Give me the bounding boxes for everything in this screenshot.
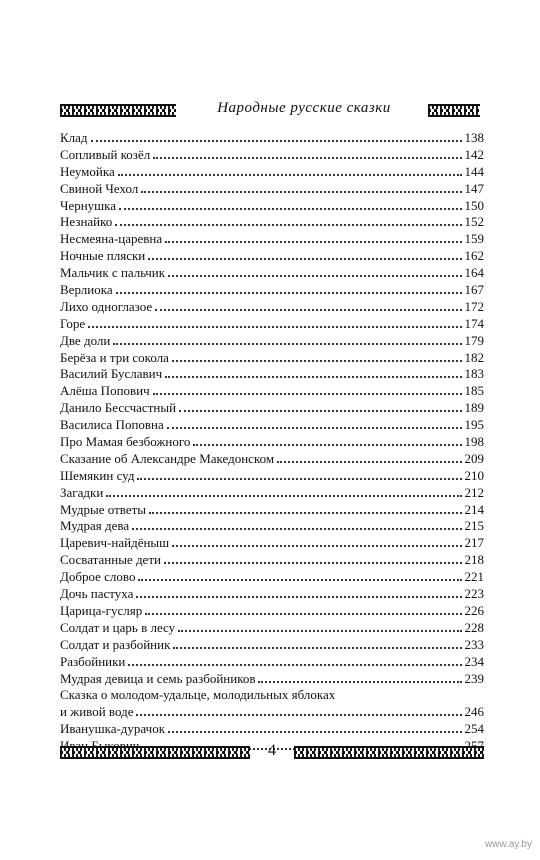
toc-entry (60, 569, 484, 586)
page-number: 4 (268, 742, 276, 759)
toc-entry-title: Загадки (60, 484, 104, 500)
toc-entry-page: 218 (464, 552, 484, 568)
toc-entry-title: Чернушка (60, 197, 117, 213)
toc-entry-title: Мальчик с пальчик (60, 265, 166, 281)
running-header (60, 100, 480, 120)
toc-leader-dots (277, 452, 461, 463)
toc-entry (60, 417, 484, 434)
toc-entry-page: 150 (464, 197, 484, 213)
watermark: www.ay.by (484, 839, 532, 850)
toc-entry (60, 535, 484, 552)
toc-entry-title: Солдат и царь в лесу (60, 619, 176, 635)
toc-leader-dots (165, 232, 461, 243)
toc-entry-page: 179 (464, 332, 484, 348)
toc-leader-dots (173, 638, 461, 649)
header-title: Народные русские сказки (217, 100, 391, 116)
toc-entry-page: 226 (464, 602, 484, 618)
table-of-contents (60, 130, 484, 755)
toc-entry-page: 152 (464, 214, 484, 230)
toc-entry-page: 198 (464, 434, 484, 450)
toc-entry-title: Мудрая девица и семь разбойников (60, 670, 256, 686)
toc-leader-dots (258, 672, 461, 683)
toc-entry (60, 299, 484, 316)
toc-entry (60, 282, 484, 299)
toc-entry (60, 265, 484, 282)
toc-leader-dots (148, 249, 461, 260)
toc-leader-dots (137, 469, 461, 480)
toc-leader-dots (193, 435, 461, 446)
toc-entry-title: Сопливый козёл (60, 146, 151, 162)
toc-entry (60, 164, 484, 181)
toc-leader-dots (179, 401, 461, 412)
toc-leader-dots (155, 300, 461, 311)
toc-entry-title: Шемякин суд (60, 467, 135, 483)
toc-entry-page: 228 (464, 619, 484, 635)
toc-leader-dots (119, 199, 461, 210)
toc-leader-dots (115, 215, 461, 226)
header-ornament-left (60, 104, 176, 117)
toc-entry-page: 210 (464, 467, 484, 483)
toc-entry-title: Алёша Попович (60, 383, 150, 399)
toc-leader-dots (168, 266, 461, 277)
toc-entry (60, 502, 484, 519)
toc-leader-dots (138, 570, 461, 581)
toc-entry-title: Неумойка (60, 163, 115, 179)
page-footer (60, 742, 484, 762)
toc-entry (60, 721, 484, 738)
toc-entry (60, 603, 484, 620)
toc-entry-title: Сосватанные дети (60, 552, 161, 568)
toc-entry (60, 198, 484, 215)
toc-entry-title-line1: Сказка о молодом-удальце, молодильных яблоках (60, 687, 336, 703)
toc-entry-page: 212 (464, 484, 484, 500)
toc-entry-page: 162 (464, 248, 484, 264)
toc-entry (60, 620, 484, 637)
toc-entry-title-line2: и живой воде (60, 704, 134, 720)
toc-leader-dots (141, 182, 461, 193)
toc-entry-title: Ночные пляски (60, 248, 146, 264)
header-ornament-right (428, 104, 480, 117)
toc-entry-title: Василий Буславич (60, 366, 163, 382)
toc-entry-title: Сказание об Александре Македонском (60, 450, 275, 466)
toc-entry-title: Доброе слово (60, 569, 136, 585)
footer-ornament-right (294, 746, 484, 759)
toc-entry (60, 316, 484, 333)
toc-entry-page: 144 (464, 163, 484, 179)
toc-entry-page: 185 (464, 383, 484, 399)
toc-leader-dots (168, 722, 461, 733)
toc-entry (60, 350, 484, 367)
toc-entry-title: Клад (60, 130, 88, 145)
toc-entry-title: Иванушка-дурачок (60, 721, 166, 737)
toc-entry (60, 586, 484, 603)
toc-entry-title: Дочь пастуха (60, 586, 134, 602)
toc-entry-title: Несмеяна-царевна (60, 231, 163, 247)
toc-leader-dots (88, 317, 461, 328)
toc-entry (60, 671, 484, 688)
toc-entry-page: 221 (464, 569, 484, 585)
toc-leader-dots (164, 553, 462, 564)
toc-leader-dots (118, 165, 462, 176)
toc-entry (60, 468, 484, 485)
toc-entry-page: 159 (464, 231, 484, 247)
toc-entry-page: 214 (464, 501, 484, 517)
toc-entry (60, 637, 484, 654)
toc-leader-dots (153, 384, 462, 395)
toc-entry-page: 254 (464, 721, 484, 737)
toc-entry (60, 400, 484, 417)
toc-entry-title: Василиса Поповна (60, 417, 164, 433)
toc-entry-page: 167 (464, 282, 484, 298)
toc-entry-page: 172 (464, 298, 484, 314)
toc-entry-page: 174 (464, 315, 484, 331)
toc-leader-dots (91, 131, 462, 142)
toc-leader-dots (113, 334, 461, 345)
toc-leader-dots (149, 503, 461, 514)
toc-leader-dots (145, 604, 461, 615)
toc-entry-page: 142 (464, 146, 484, 162)
toc-leader-dots (136, 587, 461, 598)
toc-entry-page: 138 (464, 130, 484, 145)
toc-entry (60, 552, 484, 569)
toc-entry-page: 233 (464, 636, 484, 652)
toc-entry (60, 248, 484, 265)
toc-entry-page: 195 (464, 417, 484, 433)
toc-entry-title: Солдат и разбойник (60, 636, 171, 652)
toc-entry-page: 223 (464, 586, 484, 602)
toc-entry-title: Мудрые ответы (60, 501, 147, 517)
toc-leader-dots (132, 519, 461, 530)
toc-entry (60, 366, 484, 383)
toc-entry-page: 183 (464, 366, 484, 382)
toc-entry-title: Верлиока (60, 282, 113, 298)
footer-ornament-left (60, 746, 250, 759)
toc-entry-title: Мудрая дева (60, 518, 130, 534)
toc-entry-page: 217 (464, 535, 484, 551)
toc-leader-dots (172, 536, 461, 547)
toc-entry-page: 182 (464, 349, 484, 365)
toc-entry (60, 333, 484, 350)
toc-entry-page: 239 (464, 670, 484, 686)
toc-leader-dots (172, 351, 462, 362)
toc-entry-page: 189 (464, 400, 484, 416)
toc-entry-title: Царица-гусляр (60, 602, 143, 618)
toc-entry-page: 147 (464, 180, 484, 196)
toc-entry (60, 231, 484, 248)
toc-entry-page: 215 (464, 518, 484, 534)
toc-entry-title: Свиной Чехол (60, 180, 139, 196)
toc-entry-page: 209 (464, 450, 484, 466)
toc-entry (60, 485, 484, 502)
toc-leader-dots (136, 705, 461, 716)
toc-entry-title: Данило Бессчастный (60, 400, 177, 416)
toc-leader-dots (178, 621, 461, 632)
toc-leader-dots (128, 655, 461, 666)
toc-leader-dots (167, 418, 462, 429)
toc-entry (60, 181, 484, 198)
toc-entry (60, 383, 484, 400)
toc-entry-title: Две доли (60, 332, 111, 348)
toc-entry (60, 214, 484, 231)
toc-leader-dots (116, 283, 462, 294)
toc-entry (60, 451, 484, 468)
toc-entry-title: Горе (60, 315, 86, 331)
toc-entry (60, 654, 484, 671)
toc-entry (60, 147, 484, 164)
toc-entry (60, 434, 484, 451)
toc-entry-title: Лихо одноглазое (60, 298, 153, 314)
toc-entry (60, 518, 484, 535)
toc-entry-title: Берёза и три сокола (60, 349, 169, 365)
toc-entry-title: Царевич-найдёныш (60, 535, 170, 551)
toc-entry (60, 704, 484, 721)
toc-leader-dots (165, 367, 461, 378)
toc-entry-page: 246 (464, 704, 484, 720)
toc-entry-page: 234 (464, 653, 484, 669)
toc-entry-page: 164 (464, 265, 484, 281)
toc-leader-dots (106, 486, 461, 497)
toc-entry-title: Разбойники (60, 653, 126, 669)
toc-entry (60, 130, 484, 147)
toc-entry-title: Про Мамая безбожного (60, 434, 191, 450)
toc-leader-dots (153, 148, 461, 159)
toc-entry-title: Незнайко (60, 214, 113, 230)
